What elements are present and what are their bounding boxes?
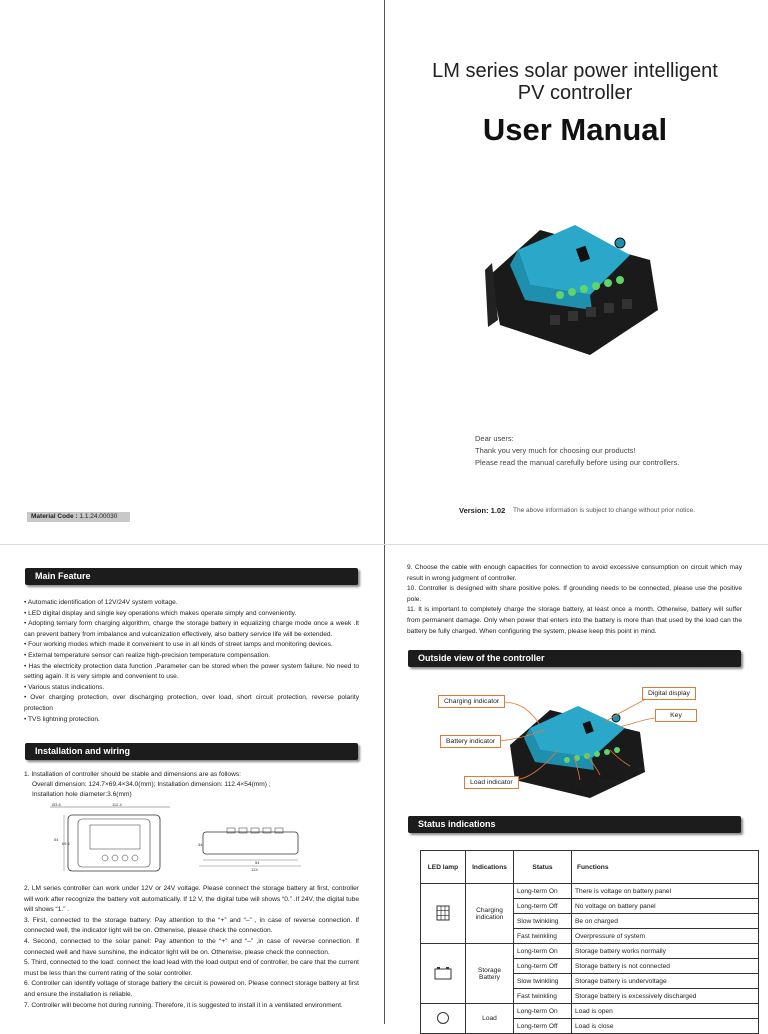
table-row [421, 884, 759, 899]
step-text: Installation hole diameter:3.6(mm) [32, 791, 132, 798]
step-text: 11. It is important to completely charge the storage battery, at least once a month. Otherwise, battery will suffer from permanent damage. Only when power that enters into the battery is more than that used by the load can the battery be fully charged. When configuring the system, please keep this point in mind. [407, 606, 742, 635]
bulb-icon-cell [421, 1004, 466, 1034]
dim-label: 124 [251, 867, 258, 872]
indication-cell: Charging indication [466, 884, 514, 944]
letter-line: Dear users: [475, 434, 514, 443]
status-cell: Slow twinkling [514, 914, 572, 929]
status-indications-header: Status indications [408, 816, 741, 833]
dim-label: 54 [54, 837, 59, 842]
main-feature-list [24, 598, 359, 725]
status-cell: Slow twinkling [514, 974, 572, 989]
indication-cell: Load [466, 1004, 514, 1034]
step-text: 5. Third, connected to the load: connect the load lead with the load output end of controller, be care that the current must be less than the current rating of the solar controller. [24, 959, 359, 977]
status-cell: Fast twinkling [514, 929, 572, 944]
cover-title-line1: LM series solar power intelligent [432, 60, 718, 82]
status-cell: Long-term Off [514, 1019, 572, 1034]
front-dimension-drawing [50, 803, 170, 875]
solar-panel-icon [421, 884, 466, 944]
cover-title [400, 60, 750, 104]
dim-label: Ø3.6 [52, 803, 61, 807]
function-cell: Storage battery works normally [572, 944, 759, 959]
key-callout: Key [655, 709, 697, 722]
pv-terminal-label: PV [575, 783, 585, 790]
step-text: 10. Controller is designed with share positive poles. If grounding needs to be connected, please use the positive pole. [407, 585, 742, 603]
controller-photo [480, 215, 660, 360]
material-code-badge [27, 512, 130, 522]
status-cell: Long-term On [514, 1004, 572, 1019]
column-header: Functions [572, 851, 759, 884]
load-indicator-callout: Load indicator [464, 776, 519, 789]
column-header: LED lamp [421, 851, 466, 884]
step-text: Overall dimension: 124.7×69.4×34.0(mm); Installation dimension: 112.4×54(mm) ; [32, 781, 271, 788]
dim-label: 112.4 [112, 803, 122, 807]
digital-display-callout: Digital display [642, 687, 696, 700]
table-header-row [421, 851, 759, 884]
installation-header: Installation and wiring [25, 743, 358, 760]
dim-label: 54 [255, 860, 260, 865]
function-cell: Storage battery is excessively discharged [572, 989, 759, 1004]
dim-label: 34 [198, 842, 203, 847]
function-cell: No voltage on battery panel [572, 899, 759, 914]
battery-icon [434, 966, 452, 980]
version-label: Version: 1.02 [459, 506, 506, 515]
charging-indicator-callout: Charging indicator [438, 695, 505, 708]
installation-step1 [24, 770, 359, 800]
fold-line [0, 544, 768, 545]
outside-view-header: Outside view of the controller [408, 650, 741, 667]
feature-item: • Various status indications. [24, 683, 105, 691]
step-text: 2. LM series controller can work under 12V or 24V voltage. Please connect the storage battery at first, controller will work after recognize the battery volt automatically. If 12 V, the digital tube will shows “0.” .If 24V, the digital tube will shows “1.” . [24, 885, 359, 914]
cover-title-line2: PV controller [517, 82, 633, 104]
step-text: 4. Second, connected to the solar panel: Pay attention to the “+” and “–” ,in case of reverse connection. If connected well and have sunshine, the indicator light will be on. Otherwise, please check the connection. [24, 937, 359, 956]
feature-item: • Automatic identification of 12V/24V system voltage. [24, 599, 178, 606]
letter-line: Please read the manual carefully before using our controllers. [475, 458, 680, 467]
feature-item: • LED digital display and single key operations which makes operate simply and conveniently. [24, 609, 297, 617]
step-text: 7. Controller will become hot during running. Therefore, it is suggested to install it in a ventilated environment. [24, 1001, 343, 1009]
page-divider [384, 0, 385, 1024]
status-cell: Long-term On [514, 944, 572, 959]
dear-users-letter [475, 433, 679, 469]
status-cell: Fast twinkling [514, 989, 572, 1004]
feature-item: • Has the electricity protection data function .Parameter can be stored when the power system failure. No need to setting again. It is very simple and convenient to use. [24, 662, 359, 681]
function-cell: There is voltage on battery panel [572, 884, 759, 899]
table-row [421, 944, 759, 959]
feature-item: • Adopting ternary form charging algorithm, charge the storage battery in equalizing charge mode once a week .It can prevent battery from imbalance and vulcanization effectively, also battery service life will be extended. [24, 620, 359, 638]
cover-manual-heading: User Manual [482, 112, 668, 147]
function-cell: Storage battery is not connected [572, 959, 759, 974]
solar-panel-icon [436, 905, 450, 921]
indication-cell: Storage Battery [466, 944, 514, 1004]
disclaimer: The above information is subject to change without prior notice. [513, 507, 696, 514]
feature-item: • Over charging protection, over discharging protection, over load, short circuit protection, reverse polarity protection [24, 694, 359, 712]
status-cell: Long-term Off [514, 899, 572, 914]
feature-item: • Four working modes which made it convenient to use in all kinds of street lamps and monitoring devices. [24, 641, 333, 649]
wiring-notes [407, 563, 742, 637]
column-header: Status [514, 851, 572, 884]
material-code-value: 1.1.24.00030 [79, 513, 118, 520]
function-cell: Load is close [572, 1019, 759, 1034]
material-code-label: Material Code : [31, 513, 78, 520]
function-cell: Be on charged [572, 914, 759, 929]
feature-item: • External temperature sensor can realize high-precision temperature compensation. [24, 651, 271, 659]
status-table [420, 850, 759, 1034]
load-terminal-label: Load [629, 766, 645, 773]
table-row [421, 1004, 759, 1019]
feature-item: • TVS lightning protection. [24, 715, 100, 723]
installation-steps [24, 884, 359, 1011]
main-feature-header: Main Feature [25, 568, 358, 585]
battery-indicator-callout: Battery indicator [440, 735, 501, 748]
column-header: Indications [466, 851, 514, 884]
step-text: 9. Choose the cable with enough capacities for connection to avoid excessive consumption on circuit which may result in wrong judgment of controller. [407, 564, 742, 582]
step-text: 6. Controller can identify voltage of storage battery the circuit is powered on. Please connect storage battery at first and ensure the installation is reliable. [24, 980, 359, 998]
side-dimension-drawing [197, 826, 302, 874]
function-cell: Load is open [572, 1004, 759, 1019]
status-cell: Long-term On [514, 884, 572, 899]
step-text: 1. Installation of controller should be stable and dimensions are as follows: [24, 771, 241, 778]
function-cell: Storage battery is undervoltage [572, 974, 759, 989]
function-cell: Overpressure of system [572, 929, 759, 944]
status-cell: Long-term Off [514, 959, 572, 974]
battery-icon-cell [421, 944, 466, 1004]
step-text: 3. First, connected to the storage battery: Pay attention to the “+” and “–” , in case of reverse connection. If connected well, the indicator light will be on. Otherwise, please check the connection. [24, 916, 359, 935]
letter-line: Thank you very much for choosing our products! [475, 446, 636, 455]
battery-terminal-label: Battery [598, 778, 620, 785]
bulb-icon [436, 1011, 450, 1025]
dim-label: 69.4 [62, 841, 70, 846]
